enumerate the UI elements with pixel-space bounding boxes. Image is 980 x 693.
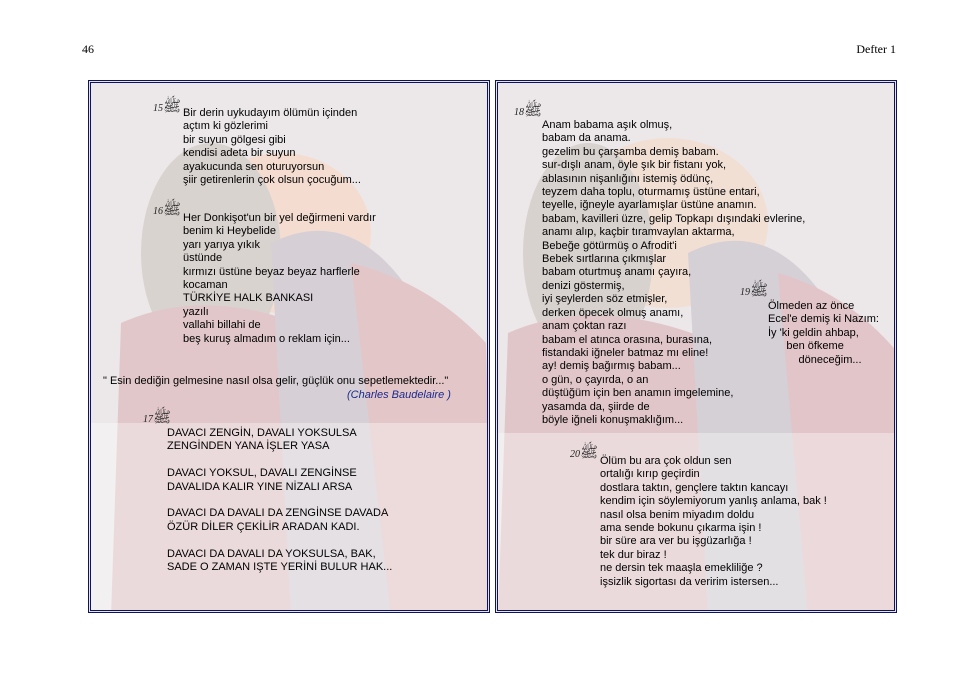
quote-text: " Esin dediğin gelmesine nasıl olsa gelir, güçlük onu sepetlemektedir..." (103, 375, 449, 387)
book-title: Defter 1 (856, 42, 896, 56)
poem-19-text: Ölmeden az önce Ecel'e demiş ki Nazım: İy 'ki geldin ahbap, ben öfkeme döneceğim... (768, 300, 879, 366)
poem-number-19: ﷺ19 (740, 283, 769, 299)
poem-16-text: Her Donkişot'un bir yel değirmeni vardır benim ki Heybelide yarı yarıya yıkık üstünde kırmızı üstüne beyaz beyaz harflerle kocaman TÜRKİYE HALK BANKASI yazılı vallahi billahi de beş kuruş almadım o reklam için... (183, 212, 376, 345)
flourish-icon: ﷺ (580, 445, 599, 461)
flourish-icon: ﷺ (163, 99, 182, 115)
flourish-icon: ﷺ (524, 103, 543, 119)
poem-number-17: ﷺ17 (143, 410, 172, 426)
poem-17-text: DAVACI ZENGİN, DAVALI YOKSULSA ZENGİNDEN YANA İŞLER YASA DAVACI YOKSUL, DAVALI ZENGİNSE DAVALIDA KALIR YINE NİZALI ARSA DAVACI DA DAVALI DA ZENGİNSE DAVADA ÖZÜR DİLER ÇEKİLİR ARADAN KADI. DAVACI DA DAVALI DA YOKSULSA, BAK, SADE O ZAMAN IŞTE YERİNİ BULUR HAK... (167, 427, 393, 574)
poem-15-text: Bir derin uykudayım ölümün içinden açtım ki gözlerimi bir suyun gölgesi gibi kendisi adeta bir suyun ayakucunda sen oturuyorsun şiir getirenlerin çok olsun çocuğum... (183, 107, 361, 187)
flourish-icon: ﷺ (750, 283, 769, 299)
poem-number-20: ﷺ20 (570, 445, 599, 461)
flourish-icon: ﷺ (163, 202, 182, 218)
quote-attribution: (Charles Baudelaire ) (347, 389, 451, 401)
page-number: 46 (82, 42, 94, 56)
poem-number-18: ﷺ18 (514, 103, 543, 119)
poem-number-16: ﷺ16 (153, 202, 182, 218)
flourish-icon: ﷺ (153, 410, 172, 426)
right-panel (495, 80, 897, 613)
poem-20-text: Ölüm bu ara çok oldun sen ortalığı kırıp geçirdin dostlara taktın, gençlere taktın kancayı kendim için söylemiyorum yanlış anlama, bak ! nasıl olsa benim miyadım doldu ama sende bokunu çıkarma işin ! bir süre ara ver bu işgüzarlığa ! tek dur biraz ! ne dersin tek maaşla emekliliğe ? işsizlik sigortası da veririm istersen... (600, 455, 827, 588)
poem-number-15: ﷺ15 (153, 99, 182, 115)
left-panel (88, 80, 490, 613)
poem-18-text: Anam babama aşık olmuş, babam da anama. gezelim bu çarşamba demiş babam. sur-dışlı anam, öyle şık bir fistanı yok, ablasının nişanlığını istemiş ödünç, teyzem daha toplu, oturmamış üstüne entari, teyelle, iğneyle ayarlamışlar üstüne anamın. babam, kavilleri üzre, gelip Topkapı dışındaki evlerine, anamı alıp, kaçbir tıramvaylan aktarma, Bebeğe götürmüş o Afrodit'i Bebek sırtlarına çıkmışlar babam oturtmuş anamı çayıra, denizi göstermiş, iyi şeylerden söz etmişler, derken öpecek olmuş anamı, anam çoktan razı babam el atınca orasına, burasına, fistandaki iğneler batmaz mı eline! ay! demiş bağırmış babam... o gün, o çayırda, o an düştüğüm için ben anamın imgelemine, yasamda da, şiirde de böyle iğneli konuşmaklığım... (542, 119, 806, 426)
